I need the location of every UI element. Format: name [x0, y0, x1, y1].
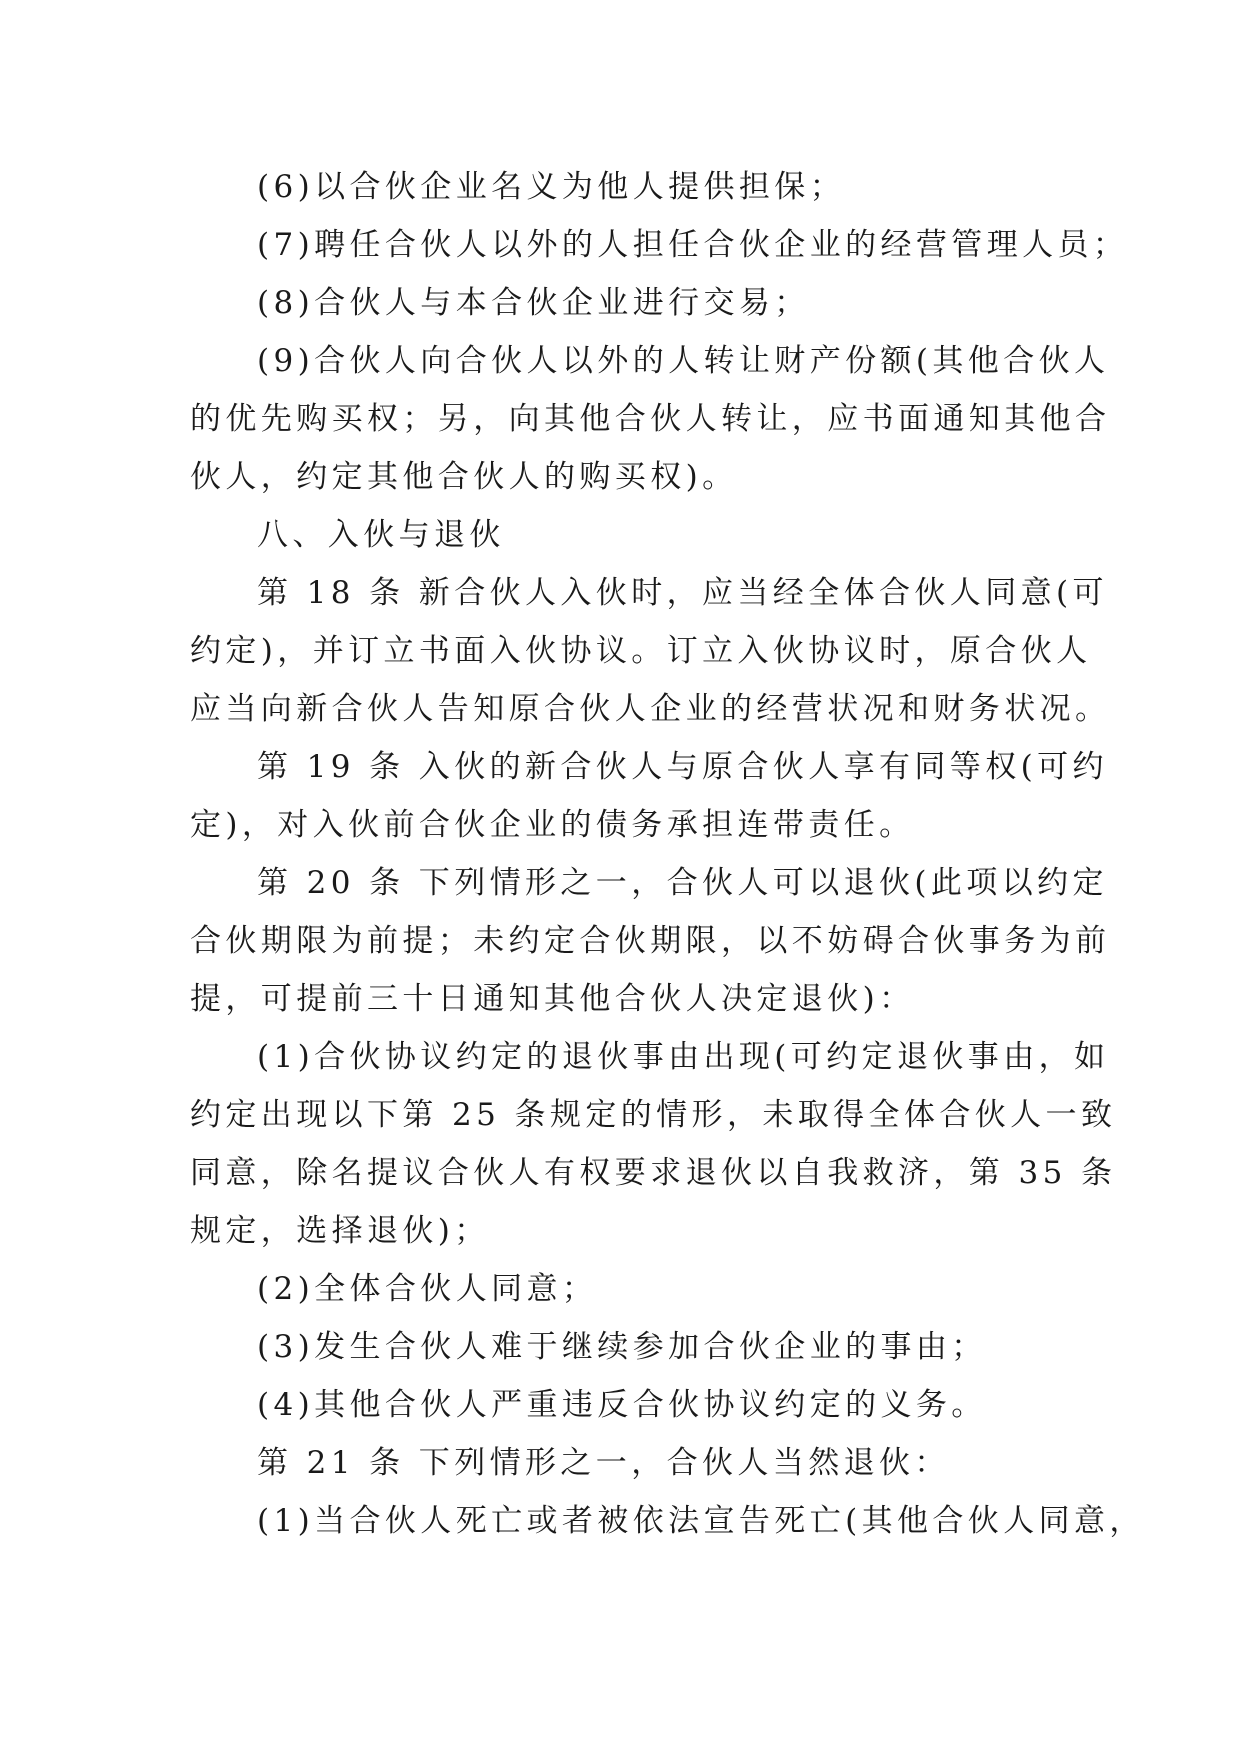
text-line: 规定，选择退伙)；	[190, 1213, 490, 1249]
text-line: (1)合伙协议约定的退伙事由出现(可约定退伙事由，如	[257, 1039, 1110, 1075]
text-line: (1)当合伙人死亡或者被依法宣告死亡(其他合伙人同意，	[257, 1503, 1145, 1539]
text-line: 合伙期限为前提；未约定合伙期限，以不妨碍合伙事务为前	[190, 923, 1111, 959]
text-line: 伙人，约定其他合伙人的购买权)。	[190, 459, 738, 495]
text-line: 同意，除名提议合伙人有权要求退伙以自我救济，第 35 条	[190, 1155, 1117, 1191]
text-line: 定)，对入伙前合伙企业的债务承担连带责任。	[190, 807, 915, 843]
text-line: 提，可提前三十日通知其他合伙人决定退伙)：	[190, 981, 915, 1017]
text-line: 第 18 条 新合伙人入伙时，应当经全体合伙人同意(可	[257, 575, 1108, 611]
text-line: 约定出现以下第 25 条规定的情形，未取得全体合伙人一致	[190, 1097, 1117, 1133]
text-line: (9)合伙人向合伙人以外的人转让财产份额(其他合伙人	[257, 343, 1110, 379]
text-line: 约定)，并订立书面入伙协议。订立入伙协议时，原合伙人	[190, 633, 1092, 669]
text-line: (6)以合伙企业名义为他人提供担保；	[257, 169, 846, 205]
section-heading: 八、入伙与退伙	[257, 517, 505, 553]
text-line: (3)发生合伙人难于继续参加合伙企业的事由；	[257, 1329, 987, 1365]
text-line: (2)全体合伙人同意；	[257, 1271, 598, 1307]
text-line: 第 20 条 下列情形之一，合伙人可以退伙(此项以约定	[257, 865, 1108, 901]
text-line: (8)合伙人与本合伙企业进行交易；	[257, 285, 810, 321]
text-line: 的优先购买权；另，向其他合伙人转让，应书面通知其他合	[190, 401, 1111, 437]
text-line: 应当向新合伙人告知原合伙人企业的经营状况和财务状况。	[190, 691, 1111, 727]
text-line: 第 19 条 入伙的新合伙人与原合伙人享有同等权(可约	[257, 749, 1108, 785]
text-line: (4)其他合伙人严重违反合伙协议约定的义务。	[257, 1387, 987, 1423]
text-line: (7)聘任合伙人以外的人担任合伙企业的经营管理人员；	[257, 227, 1129, 263]
text-line: 第 21 条 下列情形之一，合伙人当然退伙：	[257, 1445, 950, 1481]
